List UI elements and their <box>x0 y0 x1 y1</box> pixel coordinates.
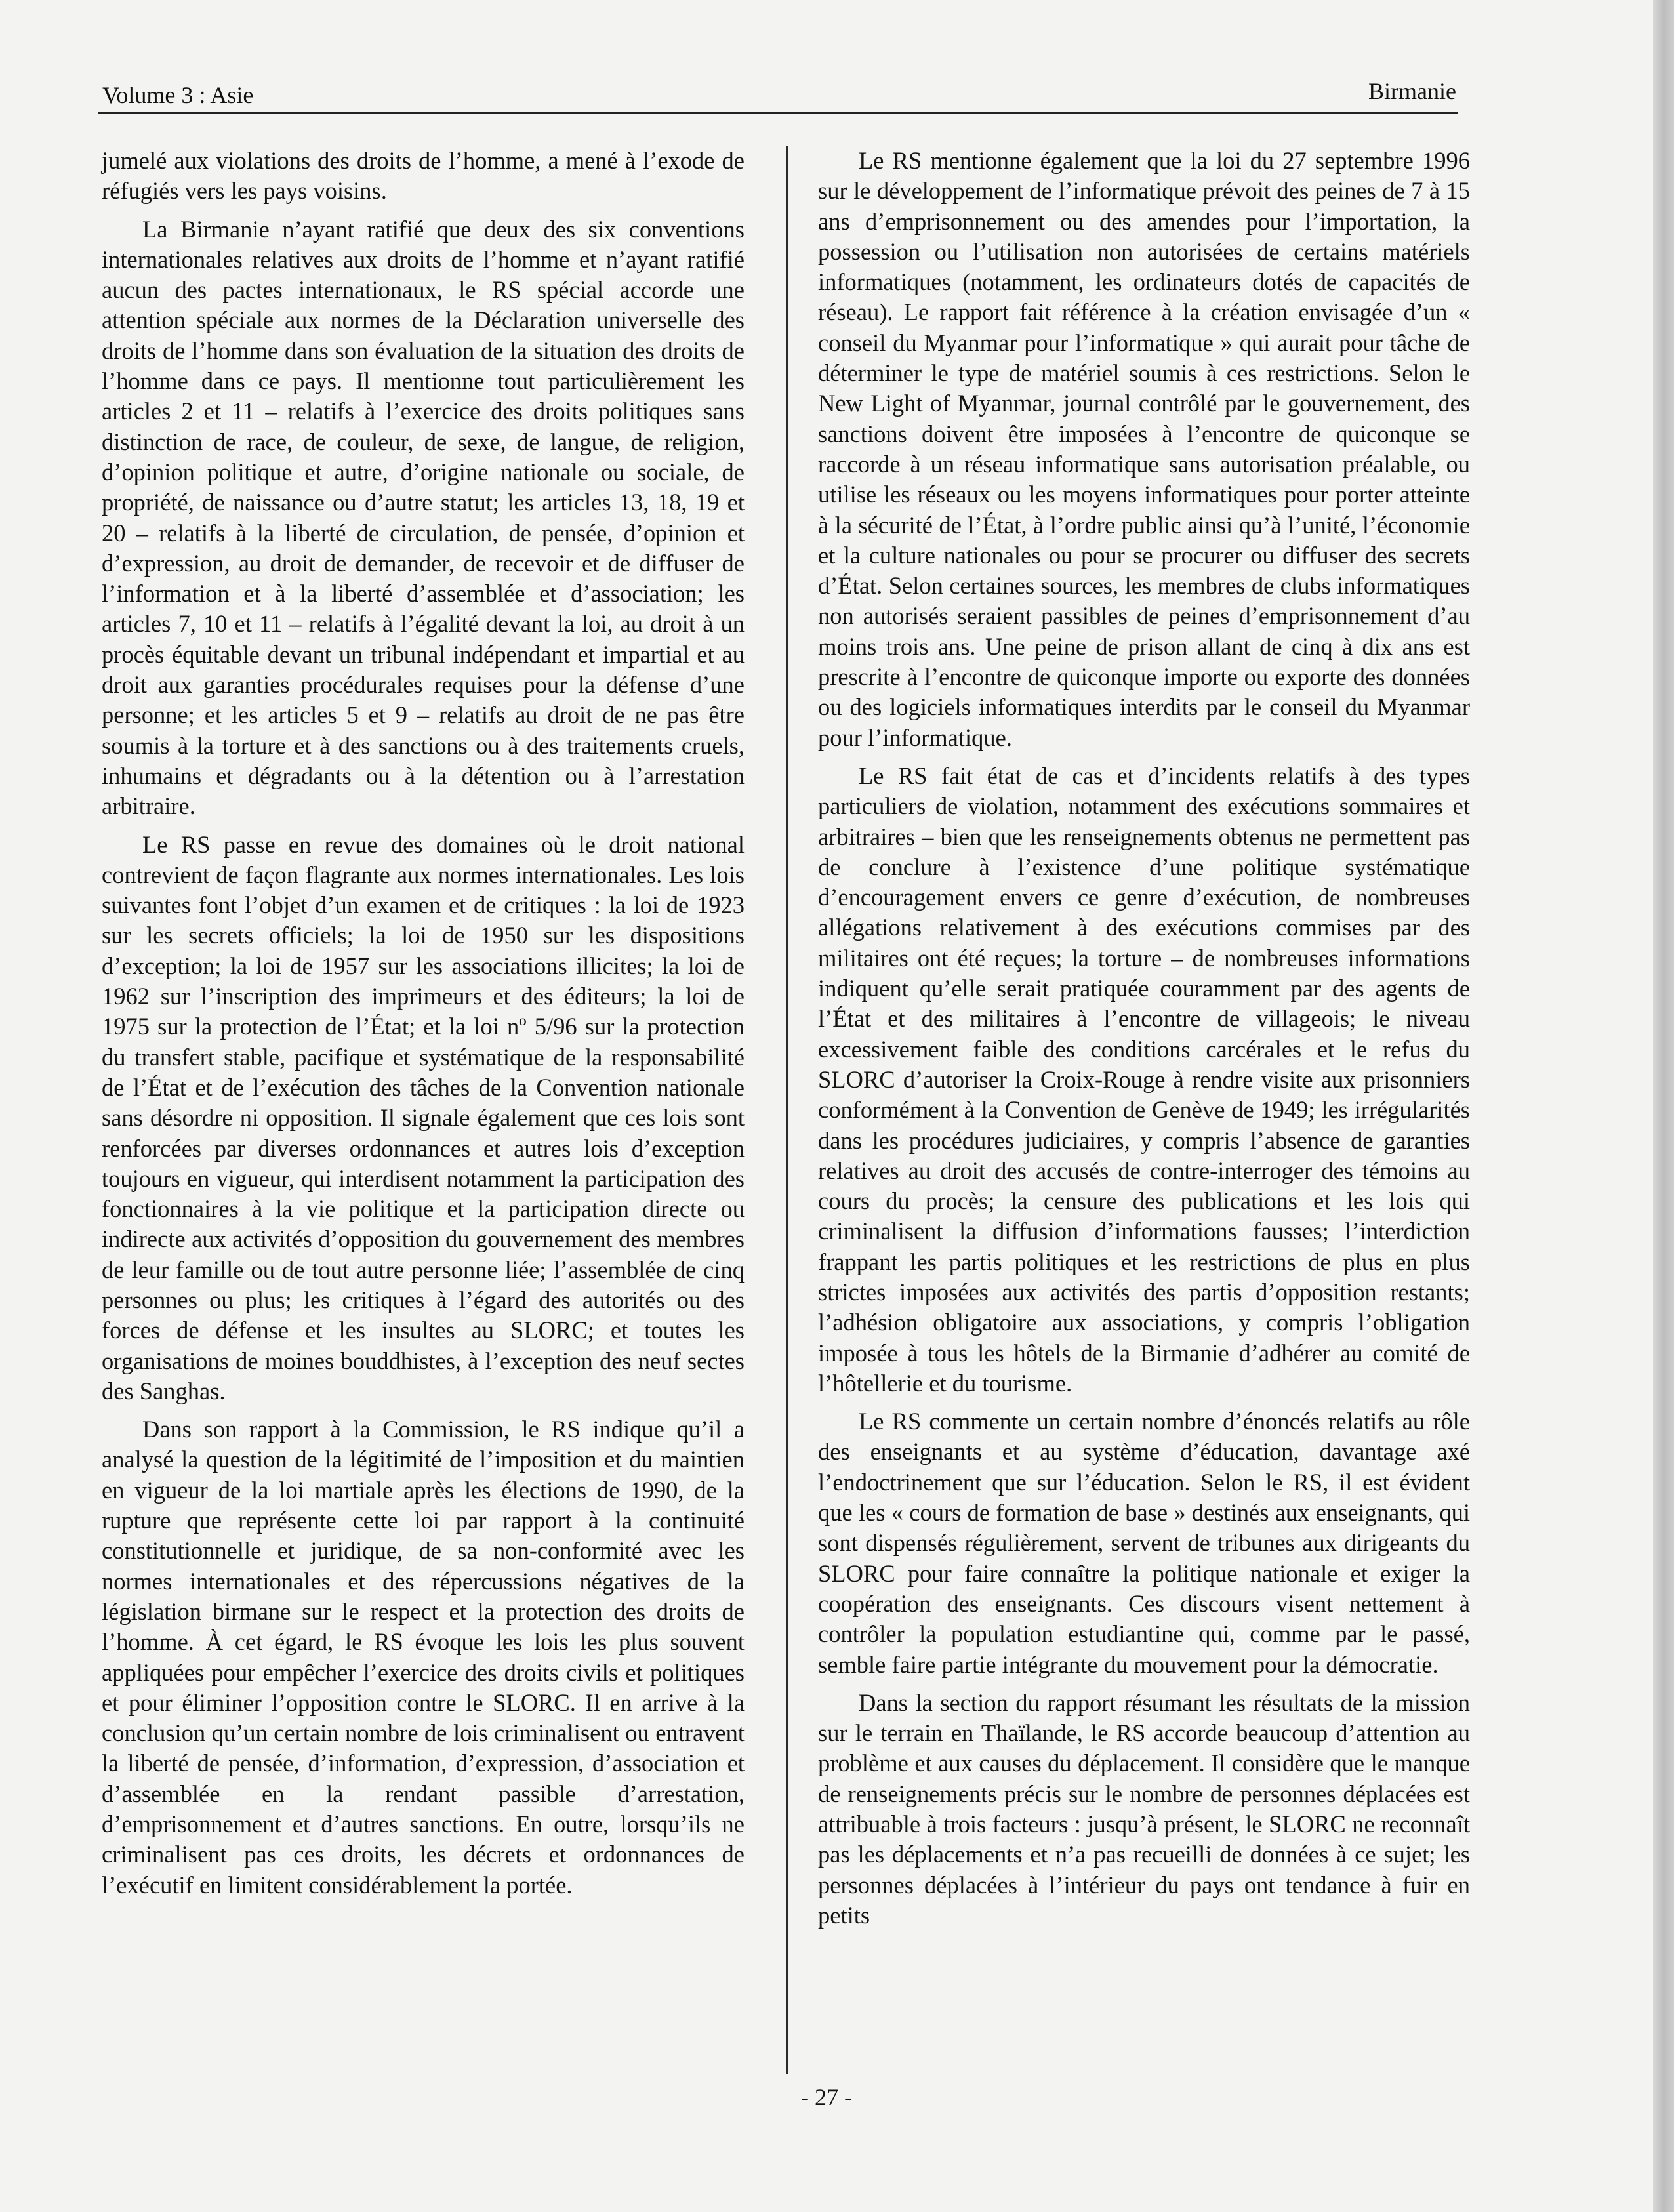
paragraph: jumelé aux violations des droits de l’homme, a mené à l’exode de réfugiés vers les pays voisins. <box>102 147 745 205</box>
paragraph: Le RS mentionne également que la loi du 27 septembre 1996 sur le développement de l’informatique prévoit des peines de 7 à 15 ans d’emprisonnement ou des amendes pour l’importation, la possession ou l’utilisation non autorisées de certains matériels informatiques (notamment, les ordinateurs dotés de capacités de réseau). Le rapport fait référence à la création envisagée d’un « conseil du Myanmar pour l’informatique » qui aurait pour tâche de déterminer le type de matériel soumis à ces restrictions. Selon le New Light of Myanmar, journal contrôlé par le gouvernement, des sanctions doivent être imposées à l’encontre de quiconque se raccorde à un réseau informatique sans autorisation préalable, ou utilise les réseaux ou les moyens informatiques pour porter atteinte à la sécurité de l’État, à l’ordre public ainsi qu’à l’unité, l’économie et la culture nationales ou pour se procurer ou diffuser des secrets d’État. Selon certaines sources, les membres de clubs informatiques non autorisés seraient passibles de peines d’emprisonnement d’au moins trois ans. Une peine de prison allant de cinq à dix ans est prescrite à l’encontre de quiconque importe ou exporte des données ou des logiciels informatiques interdits par le conseil du Myanmar pour l’informatique. <box>818 147 1470 751</box>
paragraph: La Birmanie n’ayant ratifié que deux des six conventions internationales relatives aux droits de l’homme et n’ayant ratifié aucun des pactes internationaux, le RS spécial accorde une attention spéciale aux normes de la Déclaration universelle des droits de l’homme dans son évaluation de la situation des droits de l’homme dans ce pays. Il mentionne tout particulièrement les articles 2 et 11 – relatifs à l’exercice des droits politiques sans distinction de race, de couleur, de sexe, de langue, de religion, d’opinion politique et autre, d’origine nationale ou sociale, de propriété, de naissance ou d’autre statut; les articles 13, 18, 19 et 20 – relatifs à la liberté de circulation, de pensée, d’opinion et d’expression, au droit de demander, de recevoir et de diffuser de l’information et à la liberté d’assemblée et d’association; les articles 7, 10 et 11 – relatifs à l’égalité devant la loi, au droit à un procès équitable devant un tribunal indépendant et impartial et au droit aux garanties procédurales requises pour la défense d’une personne; et les articles 5 et 9 – relatifs au droit de ne pas être soumis à la torture et à des sanctions ou à des traitements cruels, inhumains et dégradants ou à la détention ou à l’arrestation arbitraire. <box>102 215 745 820</box>
left-column <box>102 146 745 1908</box>
paragraph: Le RS passe en revue des domaines où le droit national contrevient de façon flagrante aux normes internationales. Les lois suivantes font l’objet d’un examen et de critiques : la loi de 1923 sur les secrets officiels; la loi de 1950 sur les dispositions d’exception; la loi de 1957 sur les associations illicites; la loi de 1962 sur l’inscription des imprimeurs et des éditeurs; la loi de 1975 sur la protection de l’État; et la loi nº 5/96 sur la protection du transfert stable, pacifique et systématique de la responsabilité de l’État et de l’exécution des tâches de la Convention nationale sans désordre ni opposition. Il signale également que ces lois sont renforcées par diverses ordonnances et autres lois d’exception toujours en vigueur, qui interdisent notamment la participation des fonctionnaires à la vie politique et la participation directe ou indirecte aux activités d’opposition du gouvernement des membres de leur famille ou de tout autre personne liée; l’assemblée de cinq personnes ou plus; les critiques à l’égard des autorités ou des forces de défense et les insultes au SLORC; et toutes les organisations de moines bouddhistes, à l’exception des neuf sectes des Sanghas. <box>102 830 745 1404</box>
right-column <box>818 146 1470 1938</box>
paragraph: Le RS commente un certain nombre d’énoncés relatifs au rôle des enseignants et au système d’éducation, davantage axé l’endoctrinement que sur l’éducation. Selon le RS, il est évident que les « cours de formation de base » destinés aux enseignants, qui sont dispensés régulièrement, servent de tribunes aux dirigeants du SLORC pour faire connaître la politique nationale et exiger la coopération des enseignants. Ces discours visent nettement à contrôler la population estudiantine qui, comme par le passé, semble faire partie intégrante du mouvement pour la démocratie. <box>818 1408 1470 1678</box>
paragraph: Le RS fait état de cas et d’incidents relatifs à des types particuliers de violation, notamment des exécutions sommaires et arbitraires – bien que les renseignements obtenus ne permettent pas de conclure à l’existence d’une politique systématique d’encouragement envers ce genre d’exécution, de nombreuses allégations relativement à des exécutions commises par des militaires ont été reçues; la torture – de nombreuses informations indiquent qu’elle serait pratiquée couramment par des agents de l’État et des militaires à l’encontre de villageois; le niveau excessivement faible des conditions carcérales et le refus du SLORC d’autoriser la Croix-Rouge à rendre visite aux prisonniers conformément à la Convention de Genève de 1949; les irrégularités dans les procédures judiciaires, y compris l’absence de garanties relatives au droit des accusés de contre-interroger des témoins au cours du procès; la censure des publications et les lois qui criminalisent la diffusion d’informations fausses; l’interdiction frappant les partis politiques et les restrictions de plus en plus strictes imposées aux activités des partis d’opposition restants; l’adhésion obligatoire aux associations, y compris l’obligation imposée à tous les hôtels de la Birmanie d’adhérer au comité de l’hôtellerie et du tourisme. <box>818 762 1470 1397</box>
page-edge <box>1653 0 1674 2212</box>
running-header <box>102 77 1456 114</box>
paragraph: Dans la section du rapport résumant les résultats de la mission sur le terrain en Thaïlande, le RS accorde beaucoup d’attention au problème et aux causes du déplacement. Il considère que le manque de renseignements précis sur le nombre de personnes déplacées est attribuable à trois facteurs : jusqu’à présent, le SLORC ne reconnaît pas les déplacements et n’a pas recueilli de données à ce sujet; les personnes déplacées à l’intérieur du pays ont tendance à fuir en petits <box>818 1689 1470 1929</box>
paragraph: Dans son rapport à la Commission, le RS indique qu’il a analysé la question de la légitimité de l’imposition et du maintien en vigueur de la loi martiale après les élections de 1990, de la rupture que représente cette loi par rapport à la continuité constitutionnelle et juridique, de sa non-conformité avec les normes internationales et des répercussions négatives de la législation birmane sur le respect et la protection des droits de l’homme. À cet égard, le RS évoque les lois les plus souvent appliquées pour empêcher l’exercice des droits civils et politiques et pour éliminer l’opposition contre le SLORC. Il en arrive à la conclusion qu’un certain nombre de lois criminalisent ou entravent la liberté de pensée, d’information, d’expression, d’association et d’assemblée en la rendant passible d’arrestation, d’emprisonnement et d’autres sanctions. En outre, lorsqu’ils ne criminalisent pas ces droits, les décrets et ordonnances de l’exécutif en limitent considérablement la portée. <box>102 1416 745 1898</box>
header-rule <box>98 112 1458 114</box>
page-number: - 27 - <box>801 2084 852 2110</box>
column-divider <box>786 146 788 2074</box>
header-volume: Volume 3 : Asie <box>102 82 254 108</box>
header-country: Birmanie <box>1368 78 1456 104</box>
